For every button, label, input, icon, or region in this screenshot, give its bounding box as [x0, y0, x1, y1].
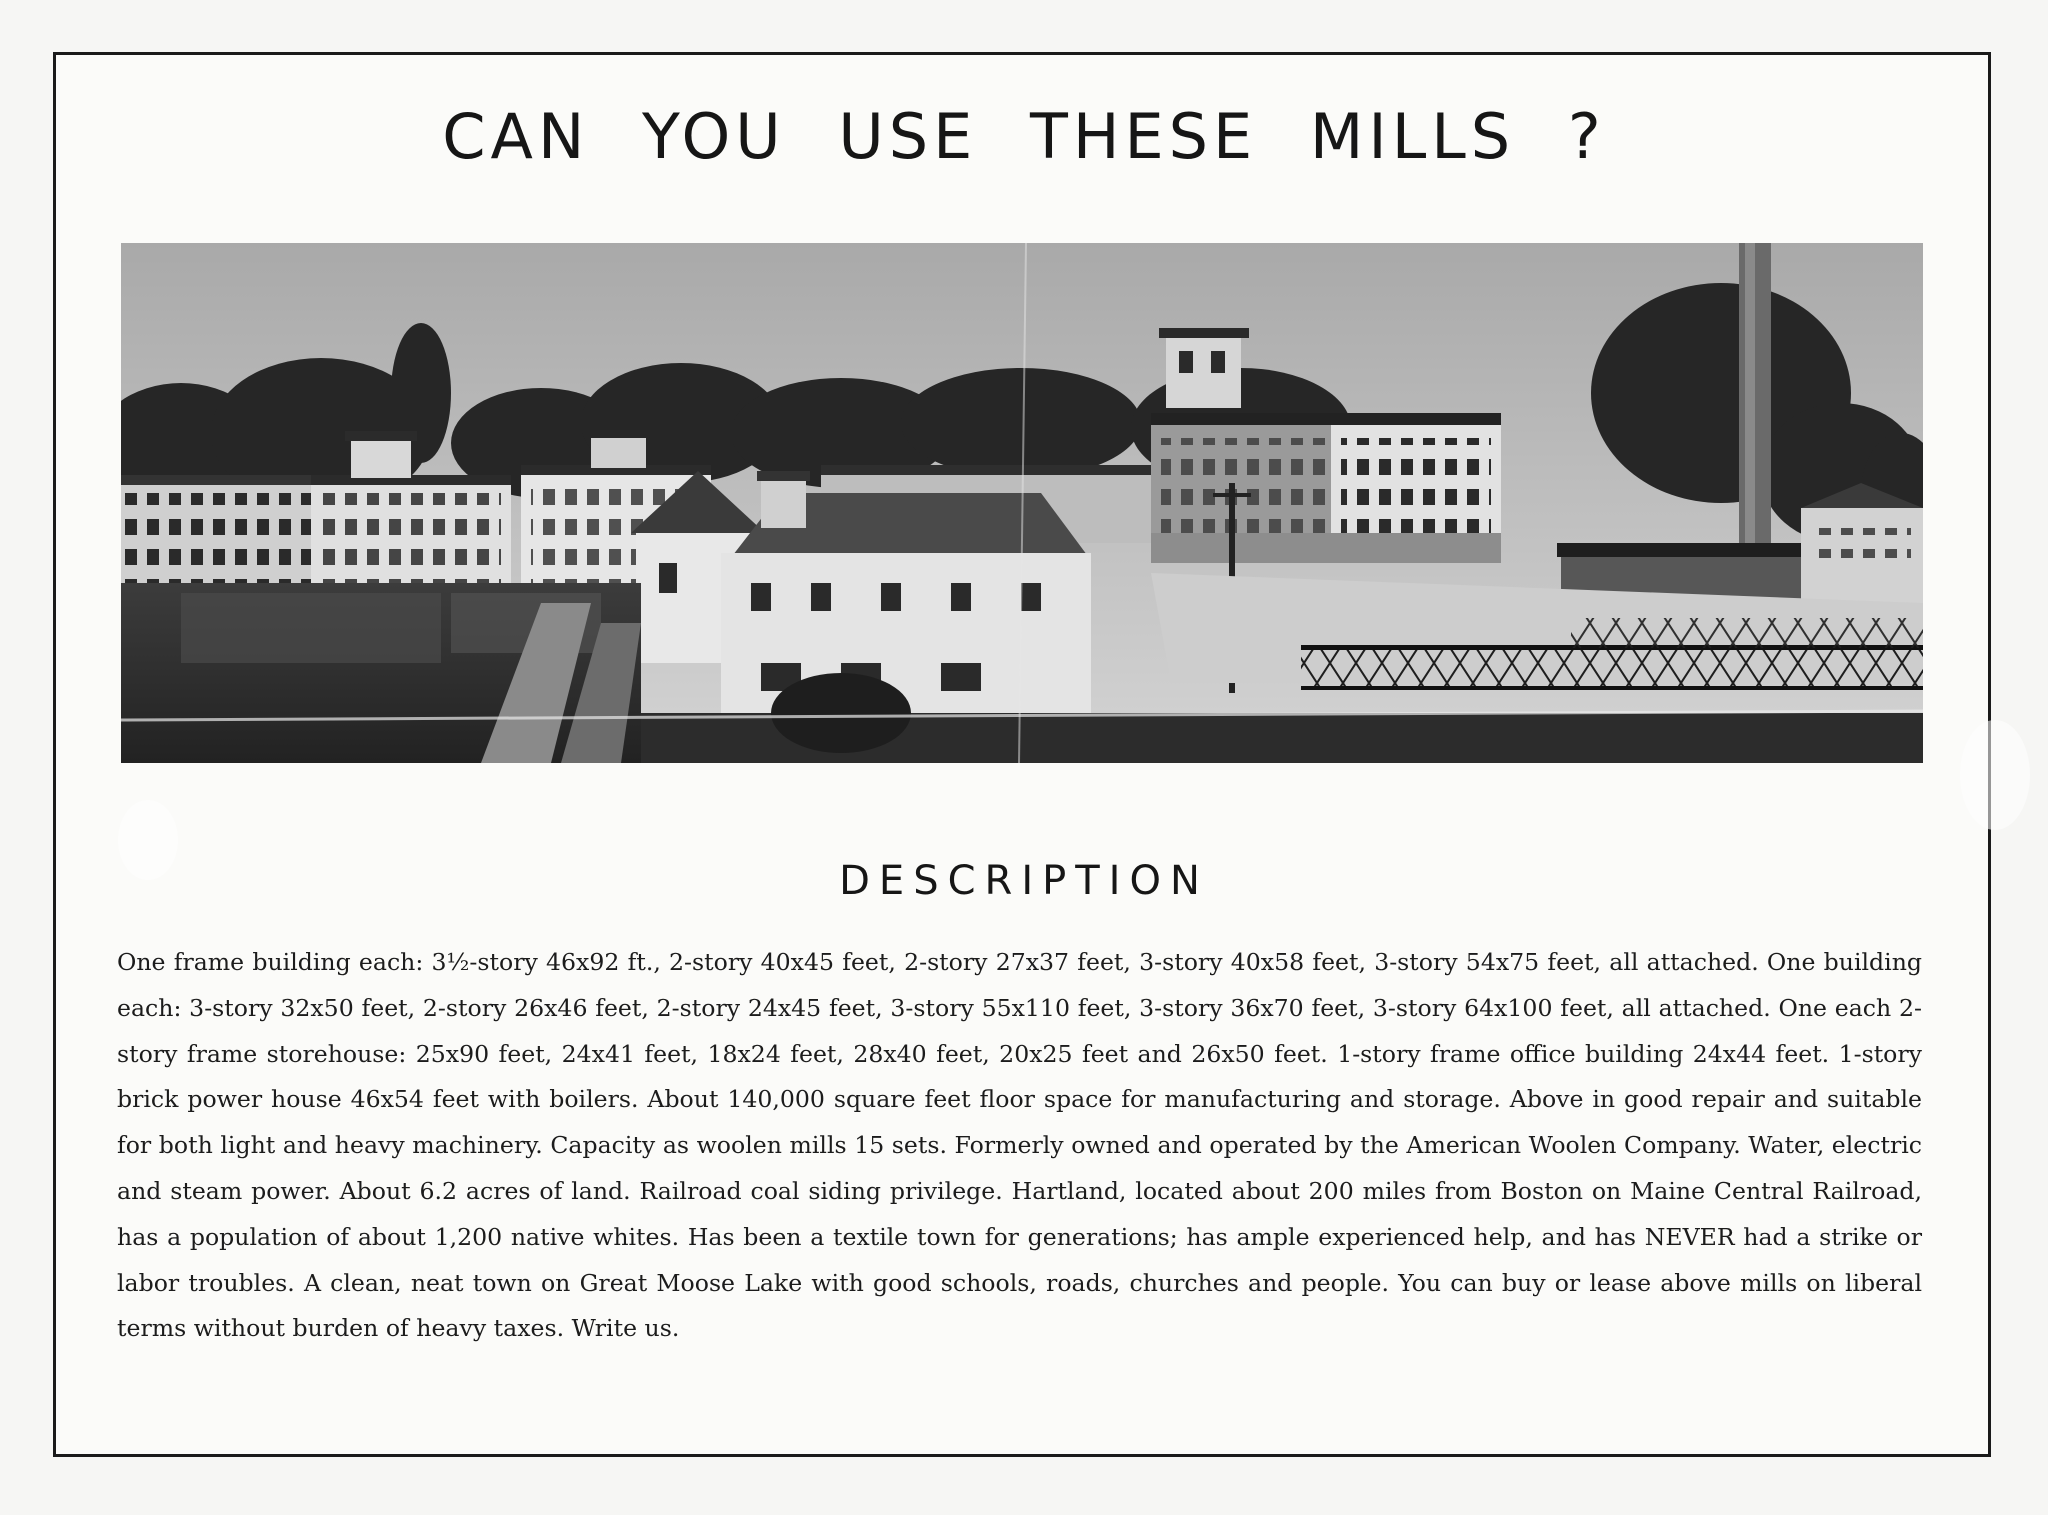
description-paragraph: One frame building each: 3½-story 46x92 ft., 2-story 40x45 feet, 2-story 27x37 feet, 3-story 40x58 feet, 3-story 54x75 feet, all attached. One building each: 3-story 32x50 feet, 2-story 26x46 feet, 2-story 24x45 feet, 3-story 55x110 feet, 3-story 36x70 feet, 3-story 64x100 feet, all attached. One each 2-story frame storehouse: 25x90 feet, 24x41 feet, 18x24 feet, 28x40 feet, 20x25 feet and 26x50 feet. 1-story frame office building 24x44 feet. 1-story brick power house 46x54 feet with boilers. About 140,000 square feet floor space for manufacturing and storage. Above in good repair and suitable for both light and heavy machinery. Capacity as woolen mills 15 sets. Formerly owned and operated by the American Woolen Company. Water, electric and steam power. About 6.2 acres of land. Railroad coal siding privilege. Hartland, located about 200 miles from Boston on Maine Central Railroad, has a population of about 1,200 native whites. Has been a textile town for generations; has ample experienced help, and has NEVER had a strike or labor troubles. A clean, neat town on Great Moose Lake with good schools, roads, churches and people. You can buy or lease above mills on liberal terms without burden of heavy taxes. Write us. — [117, 948, 1922, 1343]
paper-blemish — [1960, 720, 2030, 830]
paper-blemish — [118, 800, 178, 880]
section-title-description: DESCRIPTION — [839, 858, 1209, 904]
mill-photograph — [121, 243, 1923, 763]
mill-photo-illustration — [121, 243, 1923, 763]
headline: CAN YOU USE THESE MILLS ? — [442, 100, 1606, 173]
